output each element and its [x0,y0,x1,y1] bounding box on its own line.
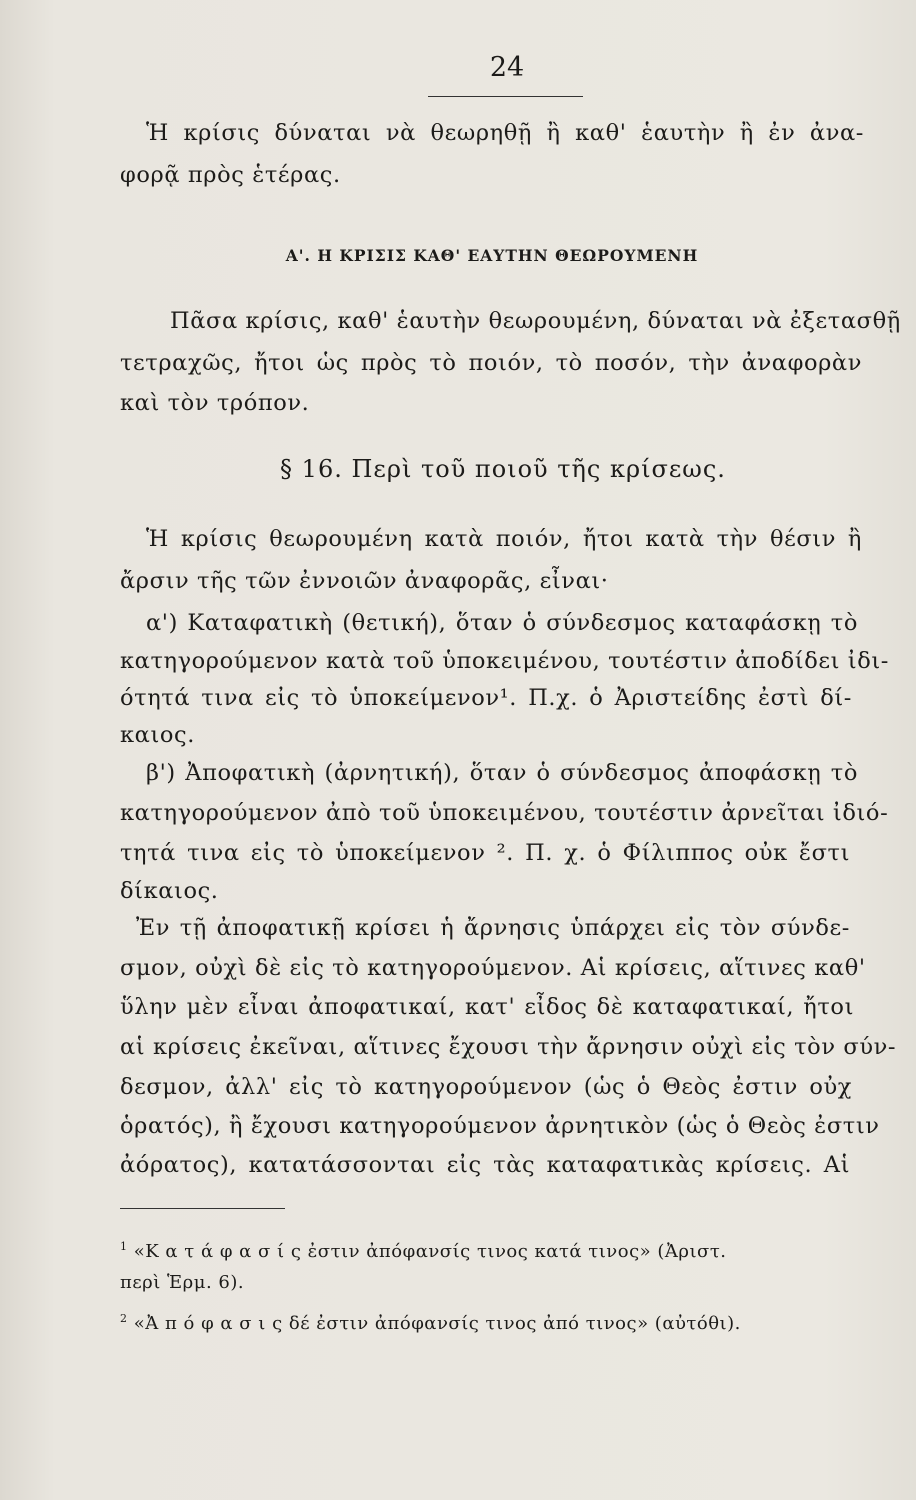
paragraph-title: § 16. Περὶ τοῦ ποιοῦ τῆς κρίσεως. [280,455,726,483]
body-line-10: δίκαιος. [120,878,219,904]
body-line-14: αἱ κρίσεις ἐκεῖναι, αἵτινες ἔχουσι τὴν ἄρνησιν οὐχὶ εἰς τὸν σύν- [120,1034,897,1060]
body-line-15: δεσμον, ἀλλ' εἰς τὸ κατηγορούμενον (ὡς ὁ Θεὸς ἐστιν οὐχ [120,1074,852,1100]
section-para-line-2: τετραχῶς, ἤτοι ὡς πρὸς τὸ ποιόν, τὸ ποσόν, τὴν ἀναφορὰν [120,350,862,376]
body-line-5: ότητά τινα εἰς τὸ ὑποκείμενον¹. Π.χ. ὁ Ἀριστείδης ἐστὶ δί- [120,685,852,711]
body-line-4: κατηγορούμενον κατὰ τοῦ ὑποκειμένου, τουτέστιν ἀποδίδει ἰδι- [120,648,889,674]
footnote-2-text: «Ἀ π ό φ α σ ι ς δέ ἐστιν ἀπόφανσίς τινος ἀπό τινος» (αὐτόθι). [133,1313,741,1334]
page-number: 24 [489,52,525,83]
body-line-7: β') Ἀποφατικὴ (ἀρνητική), ὅταν ὁ σύνδεσμος ἀποφάσκῃ τὸ [146,760,858,786]
footnote-1-continuation: περὶ Ἑρμ. 6). [120,1272,245,1293]
body-line-1: Ἡ κρίσις θεωρουμένη κατὰ ποιόν, ἤτοι κατὰ τὴν θέσιν ἢ [146,526,862,552]
footnote-1-text: «Κ α τ ά φ α σ ί ς ἐστιν ἀπόφανσίς τινος κατά τινος» (Ἀριστ. [133,1241,727,1262]
footnote-rule [120,1208,285,1209]
footnote-1-mark: 1 [120,1240,128,1253]
page-number-rule [428,96,583,97]
section-para-line-3: καὶ τὸν τρόπον. [120,390,310,416]
body-line-13: ὕλην μὲν εἶναι ἀποφατικαί, κατ' εἶδος δὲ καταφατικαί, ἤτοι [120,994,854,1020]
body-line-11: Ἐν τῇ ἀποφατικῇ κρίσει ἡ ἄρνησις ὑπάρχει εἰς τὸν σύνδε- [136,915,850,941]
body-line-8: κατηγορούμενον ἀπὸ τοῦ ὑποκειμένου, τουτέστιν ἀρνεῖται ἰδιό- [120,800,889,826]
footnote-2-mark: 2 [120,1312,128,1325]
body-line-2: ἄρσιν τῆς τῶν ἐννοιῶν ἀναφορᾶς, εἶναι· [120,568,609,594]
body-line-16: ὁρατός), ἢ ἔχουσι κατηγορούμενον ἀρνητικὸν (ὡς ὁ Θεὸς ἐστιν [120,1113,880,1139]
footnote-2 [120,1312,850,1334]
intro-line-2: φορᾷ πρὸς ἑτέρας. [120,162,341,188]
section-para-line-1: Πᾶσα κρίσις, καθ' ἑαυτὴν θεωρουμένη, δύναται νὰ ἐξετασθῇ [170,308,901,334]
footnote-1 [120,1240,850,1262]
body-line-6: καιος. [120,722,195,748]
body-line-12: σμον, οὐχὶ δὲ εἰς τὸ κατηγορούμενον. Αἱ κρίσεις, αἵτινες καθ' [120,955,866,981]
section-heading: Α'. Η ΚΡΙΣΙΣ ΚΑΘ' ΕΑΥΤΗΝ ΘΕΩΡΟΥΜΕΝΗ [285,246,699,265]
body-line-3: α') Καταφατικὴ (θετική), ὅταν ὁ σύνδεσμος καταφάσκῃ τὸ [146,610,858,636]
body-line-9: τητά τινα εἰς τὸ ὑποκείμενον ². Π. χ. ὁ Φίλιππος οὐκ ἔστι [120,840,850,866]
intro-line-1: Ἡ κρίσις δύναται νὰ θεωρηθῇ ἢ καθ' ἑαυτὴν ἢ ἐν ἀνα- [146,120,864,146]
body-line-17: ἀόρατος), κατατάσσονται εἰς τὰς καταφατικὰς κρίσεις. Αἱ [120,1152,850,1178]
